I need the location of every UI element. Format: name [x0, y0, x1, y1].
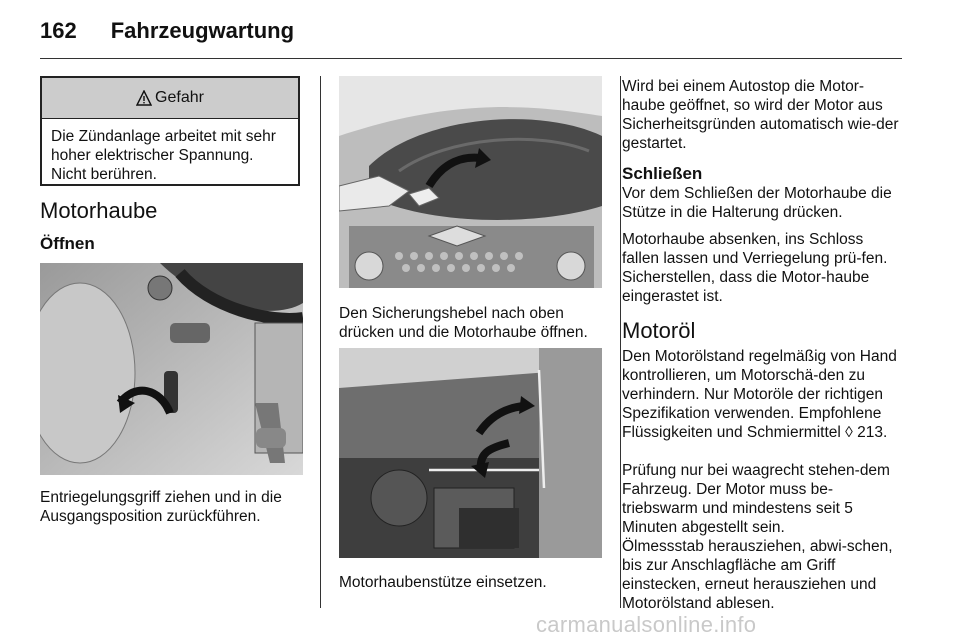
paragraph-oil-2: Prüfung nur bei waagrecht stehen-dem Fahrzeug. Der Motor muss be-triebswarm und mindestens seit 5 Minuten abgestellt sein.: [622, 462, 890, 536]
subheading-schliessen: Schließen: [622, 164, 703, 183]
paragraph-autostop: Wird bei einem Autostop die Motor-haube geöffnet, so wird der Motor aus Sicherheitsgründen automatisch wie-der gestartet.: [622, 78, 899, 152]
danger-box: [40, 76, 300, 186]
hood-prop-photo: [339, 348, 602, 558]
paragraph-close-2: Motorhaube absenken, ins Schloss fallen lassen und Verriegelung prü-fen. Sicherstellen, dass die Motor-haube eingerastet ist.: [622, 231, 888, 305]
page-header: [40, 18, 294, 44]
watermark: carmanualsonline.info: [536, 612, 757, 637]
page-number: 162: [40, 18, 77, 43]
release-handle-photo: [40, 263, 303, 475]
danger-title: Gefahr: [155, 89, 204, 106]
danger-box-header: [42, 78, 298, 119]
header-rule: [40, 58, 902, 59]
page-title: Fahrzeugwartung: [110, 18, 295, 43]
column-divider-1: [320, 76, 321, 608]
warning-triangle-icon: [136, 90, 152, 106]
paragraph-oil-3: Ölmessstab herausziehen, abwi-schen, bis zur Anschlagfläche am Griff einstecken, erneut herausziehen und Motorölstand ablesen.: [622, 538, 893, 612]
caption-hood-prop: Motorhaubenstütze einsetzen.: [339, 574, 547, 591]
caption-hood-lever: Den Sicherungshebel nach oben drücken und die Motorhaube öffnen.: [339, 305, 588, 341]
subheading-oeffnen: Öffnen: [40, 234, 95, 253]
danger-text: Die Zündanlage arbeitet mit sehr hoher elektrischer Spannung. Nicht berühren.: [51, 128, 276, 183]
paragraph-oil-1: Den Motorölstand regelmäßig von Hand kontrollieren, um Motorschä-den zu verhindern. Nur Motoröle der richtigen Spezifikation verwenden. Empfohlene Flüssigkeiten und Schmiermittel ◊ 213.: [622, 348, 897, 441]
column-divider-2: [620, 76, 621, 608]
hood-lever-photo: [339, 76, 602, 288]
paragraph-close-1: Vor dem Schließen der Motorhaube die Stütze in die Halterung drücken.: [622, 185, 892, 221]
section-heading-motorhaube: Motorhaube: [40, 198, 158, 223]
caption-release-handle: Entriegelungsgriff ziehen und in die Ausgangsposition zurückführen.: [40, 489, 282, 525]
section-heading-motoroel: Motoröl: [622, 318, 696, 343]
